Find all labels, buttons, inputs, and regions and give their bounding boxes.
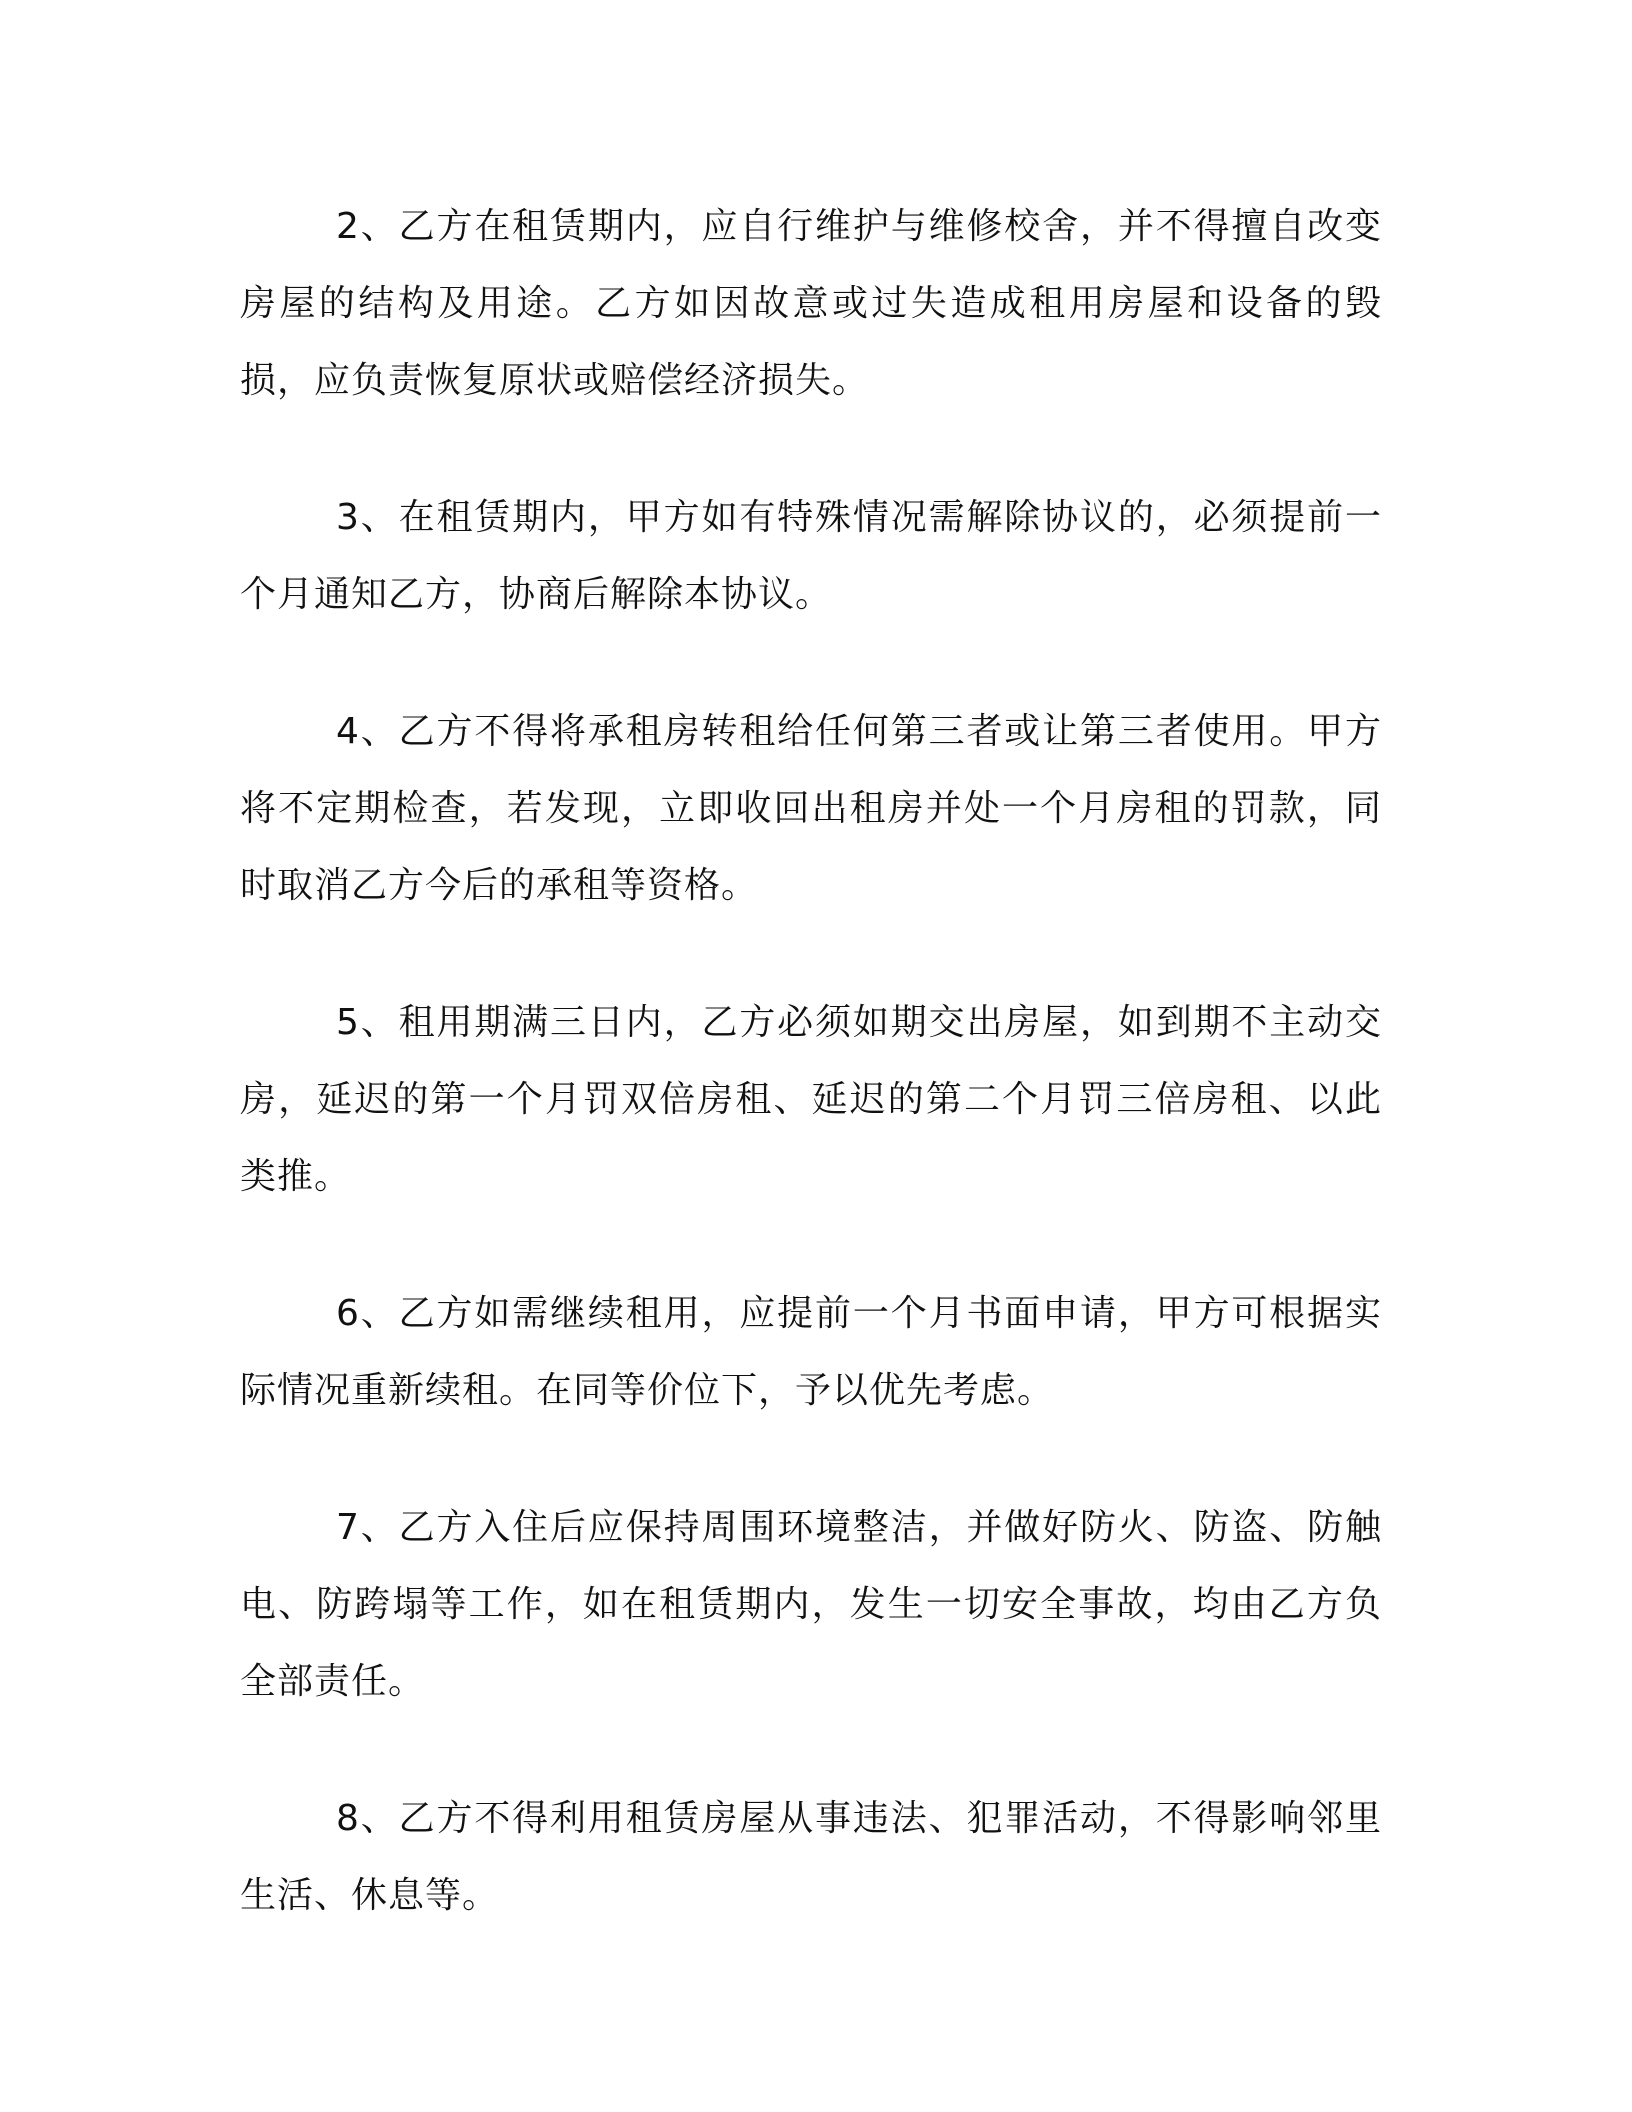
clause-4: 4、乙方不得将承租房转租给任何第三者或让第三者使用。甲方将不定期检查，若发现，立即收回出租房并处一个月房租的罚款，同时取消乙方今后的承租等资格。	[240, 711, 1382, 906]
document-body	[240, 188, 1382, 1934]
clause-2: 2、乙方在租赁期内，应自行维护与维修校舍，并不得擅自改变房屋的结构及用途。乙方如因故意或过失造成租用房屋和设备的毁损，应负责恢复原状或赔偿经济损失。	[240, 206, 1382, 401]
clause-6: 6、乙方如需继续租用，应提前一个月书面申请，甲方可根据实际情况重新续租。在同等价位下，予以优先考虑。	[240, 1293, 1382, 1411]
clause-3: 3、在租赁期内，甲方如有特殊情况需解除协议的，必须提前一个月通知乙方，协商后解除本协议。	[240, 497, 1382, 615]
clause-7: 7、乙方入住后应保持周围环境整洁，并做好防火、防盗、防触电、防跨塌等工作，如在租赁期内，发生一切安全事故，均由乙方负全部责任。	[240, 1507, 1382, 1702]
clause-5: 5、租用期满三日内，乙方必须如期交出房屋，如到期不主动交房，延迟的第一个月罚双倍房租、延迟的第二个月罚三倍房租、以此类推。	[240, 1002, 1382, 1197]
clause-8: 8、乙方不得利用租赁房屋从事违法、犯罪活动，不得影响邻里生活、休息等。	[240, 1798, 1382, 1916]
